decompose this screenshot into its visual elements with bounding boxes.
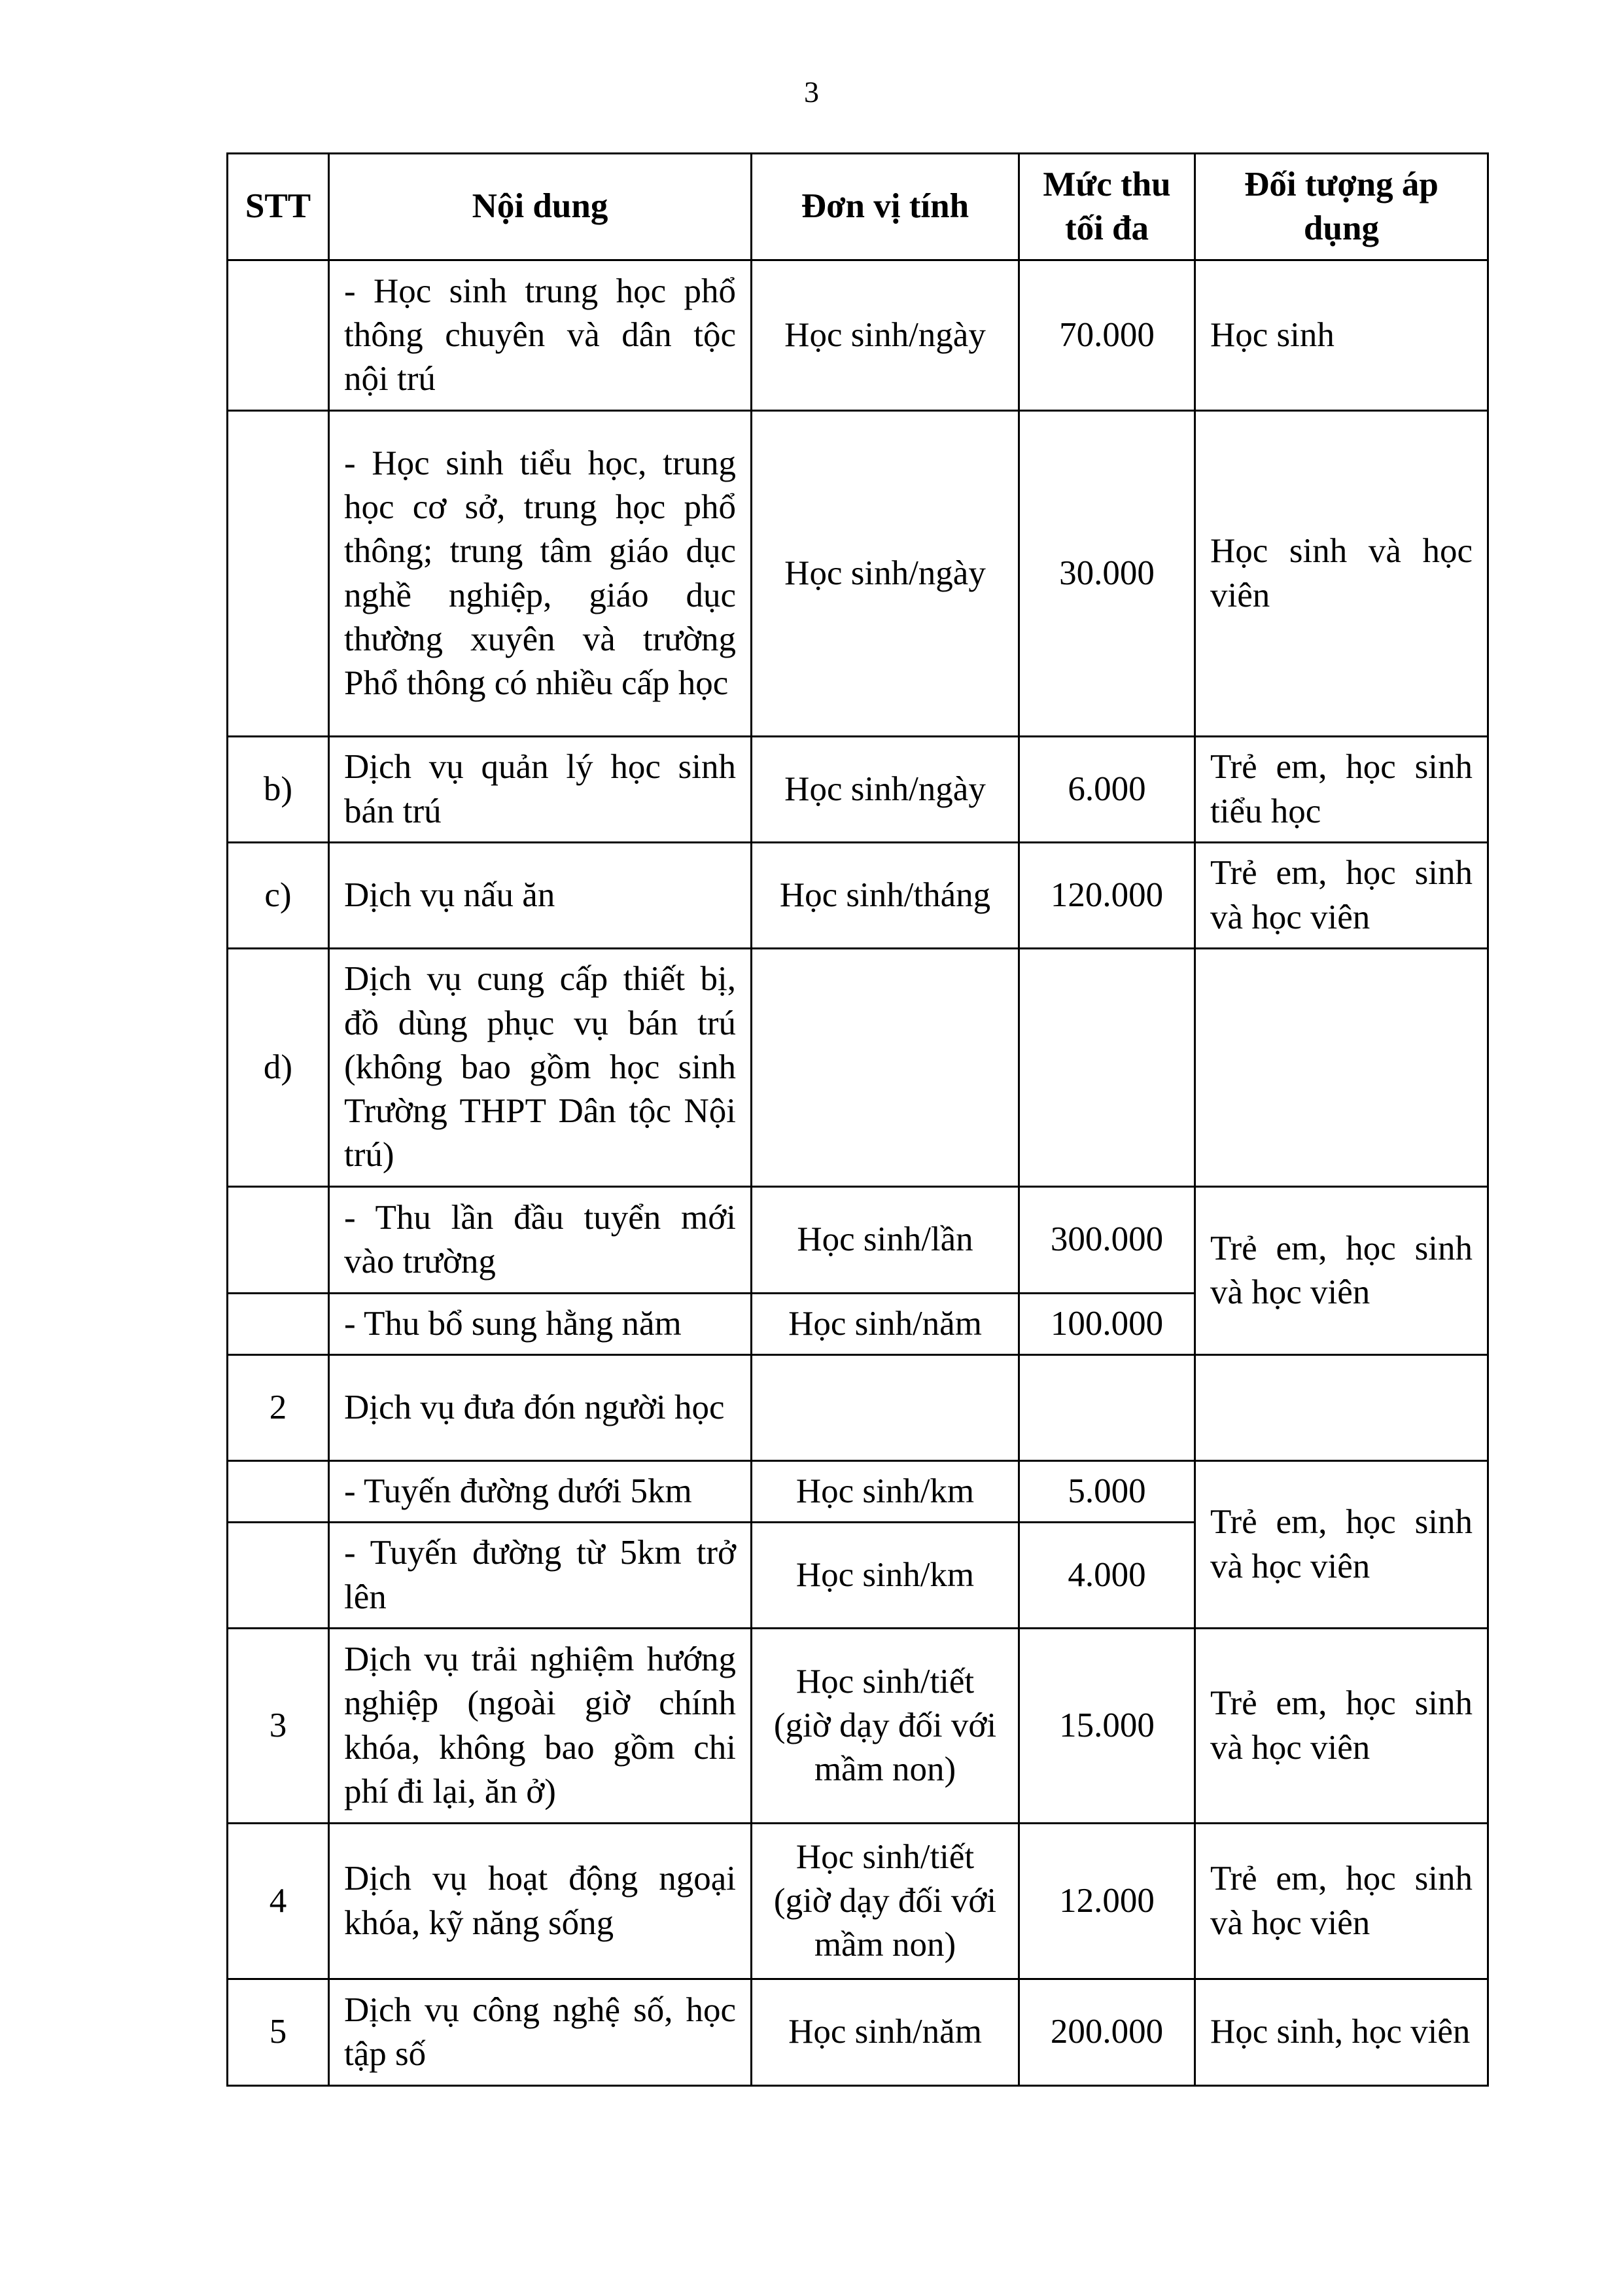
row-amount: 12.000 xyxy=(1019,1824,1195,1979)
row-unit xyxy=(752,1355,1019,1461)
row-amount: 120.000 xyxy=(1019,843,1195,949)
row-unit: Học sinh/tiết (giờ dạy đối với mầm non) xyxy=(752,1824,1019,1979)
row-content: Dịch vụ công nghệ số, học tập số xyxy=(329,1979,752,2086)
row-content: Dịch vụ quản lý học sinh bán trú xyxy=(329,737,752,843)
table-row xyxy=(228,737,1488,843)
row-unit: Học sinh/tháng xyxy=(752,843,1019,949)
table-row xyxy=(228,1824,1488,1979)
row-target xyxy=(1195,949,1488,1187)
table-row xyxy=(228,1629,1488,1824)
row-content: Dịch vụ nấu ăn xyxy=(329,843,752,949)
row-amount: 100.000 xyxy=(1019,1294,1195,1355)
row-content: Dịch vụ đưa đón người học xyxy=(329,1355,752,1461)
row-target: Trẻ em, học sinh và học viên xyxy=(1195,843,1488,949)
row-stt xyxy=(228,1523,329,1629)
row-amount: 70.000 xyxy=(1019,260,1195,411)
row-stt: 2 xyxy=(228,1355,329,1461)
row-unit: Học sinh/km xyxy=(752,1461,1019,1523)
row-amount: 5.000 xyxy=(1019,1461,1195,1523)
row-unit: Học sinh/năm xyxy=(752,1979,1019,2086)
row-target: Học sinh xyxy=(1195,260,1488,411)
table-row xyxy=(228,1187,1488,1294)
row-target: Học sinh và học viên xyxy=(1195,411,1488,737)
row-amount xyxy=(1019,949,1195,1187)
header-target: Đối tượng áp dụng xyxy=(1195,154,1488,260)
row-amount: 4.000 xyxy=(1019,1523,1195,1629)
row-stt xyxy=(228,1294,329,1355)
header-stt: STT xyxy=(228,154,329,260)
table-row xyxy=(228,1355,1488,1461)
row-target: Trẻ em, học sinh và học viên xyxy=(1195,1187,1488,1355)
row-stt: 4 xyxy=(228,1824,329,1979)
row-target: Học sinh, học viên xyxy=(1195,1979,1488,2086)
row-stt: 3 xyxy=(228,1629,329,1824)
row-amount: 300.000 xyxy=(1019,1187,1195,1294)
row-stt: 5 xyxy=(228,1979,329,2086)
row-target: Trẻ em, học sinh và học viên xyxy=(1195,1629,1488,1824)
table-row xyxy=(228,843,1488,949)
row-content: Dịch vụ trải nghiệm hướng nghiệp (ngoài giờ chính khóa, không bao gồm chi phí đi lại, ăn ở) xyxy=(329,1629,752,1824)
row-content: - Thu lần đầu tuyển mới vào trường xyxy=(329,1187,752,1294)
header-content: Nội dung xyxy=(329,154,752,260)
table-header-row xyxy=(228,154,1488,260)
table-row xyxy=(228,1461,1488,1523)
row-amount xyxy=(1019,1355,1195,1461)
row-target: Trẻ em, học sinh tiểu học xyxy=(1195,737,1488,843)
row-unit xyxy=(752,949,1019,1187)
row-amount: 30.000 xyxy=(1019,411,1195,737)
row-stt xyxy=(228,1461,329,1523)
table-row xyxy=(228,411,1488,737)
row-unit: Học sinh/km xyxy=(752,1523,1019,1629)
row-content: - Học sinh trung học phổ thông chuyên và dân tộc nội trú xyxy=(329,260,752,411)
row-target: Trẻ em, học sinh và học viên xyxy=(1195,1461,1488,1629)
row-amount: 200.000 xyxy=(1019,1979,1195,2086)
header-unit: Đơn vị tính xyxy=(752,154,1019,260)
row-content: - Tuyến đường từ 5km trở lên xyxy=(329,1523,752,1629)
row-stt xyxy=(228,1187,329,1294)
row-unit: Học sinh/ngày xyxy=(752,411,1019,737)
row-unit: Học sinh/tiết (giờ dạy đối với mầm non) xyxy=(752,1629,1019,1824)
row-unit: Học sinh/lần xyxy=(752,1187,1019,1294)
row-content: Dịch vụ hoạt động ngoại khóa, kỹ năng sống xyxy=(329,1824,752,1979)
row-amount: 15.000 xyxy=(1019,1629,1195,1824)
row-stt xyxy=(228,260,329,411)
row-target xyxy=(1195,1355,1488,1461)
row-amount: 6.000 xyxy=(1019,737,1195,843)
row-stt xyxy=(228,411,329,737)
row-unit: Học sinh/ngày xyxy=(752,737,1019,843)
row-stt: d) xyxy=(228,949,329,1187)
row-unit: Học sinh/năm xyxy=(752,1294,1019,1355)
fee-table xyxy=(226,152,1489,2087)
row-stt: c) xyxy=(228,843,329,949)
row-content: - Học sinh tiểu học, trung học cơ sở, trung học phổ thông; trung tâm giáo dục nghề nghiệp, giáo dục thường xuyên và trường Phổ thông có nhiều cấp học xyxy=(329,411,752,737)
row-content: - Thu bổ sung hằng năm xyxy=(329,1294,752,1355)
table-row xyxy=(228,949,1488,1187)
row-content: - Tuyến đường dưới 5km xyxy=(329,1461,752,1523)
header-max-fee: Mức thu tối đa xyxy=(1019,154,1195,260)
page-number: 3 xyxy=(804,75,819,109)
row-unit: Học sinh/ngày xyxy=(752,260,1019,411)
row-content: Dịch vụ cung cấp thiết bị, đồ dùng phục vụ bán trú (không bao gồm học sinh Trường THPT Dân tộc Nội trú) xyxy=(329,949,752,1187)
row-stt: b) xyxy=(228,737,329,843)
table-row xyxy=(228,260,1488,411)
table-row xyxy=(228,1979,1488,2086)
row-target: Trẻ em, học sinh và học viên xyxy=(1195,1824,1488,1979)
